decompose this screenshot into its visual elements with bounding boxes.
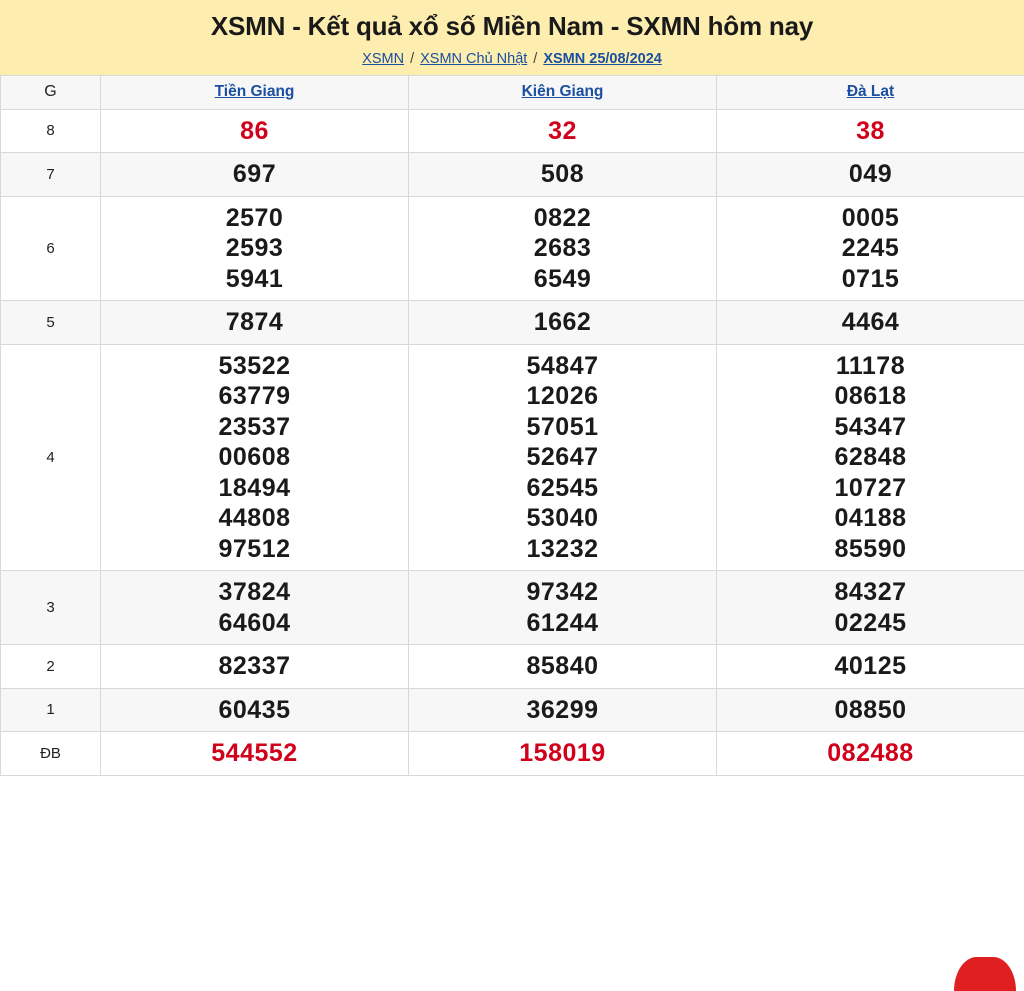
result-number: 61244 (526, 608, 599, 637)
result-cell (717, 153, 1024, 197)
chat-bubble-icon[interactable] (954, 957, 1016, 991)
result-cell (101, 645, 409, 689)
result-number: 37824 (218, 578, 291, 606)
lottery-results-table (0, 75, 1024, 776)
result-number: 11178 (835, 351, 906, 380)
result-number: 544552 (211, 739, 298, 767)
result-cell (101, 109, 409, 153)
result-number: 10727 (834, 473, 907, 502)
result-number: 049 (848, 160, 893, 188)
result-number: 2593 (225, 234, 284, 262)
prize-label: 2 (1, 645, 101, 689)
table-body (1, 109, 1024, 775)
result-cell (717, 645, 1024, 689)
result-number: 00608 (218, 443, 291, 471)
result-cell (409, 109, 717, 153)
result-cell (717, 732, 1024, 776)
table-row (1, 688, 1024, 732)
breadcrumb-separator-1: / (410, 50, 415, 67)
result-cell (101, 196, 409, 301)
result-cell (101, 344, 409, 571)
result-number: 5941 (225, 264, 284, 293)
result-number: 62848 (834, 443, 907, 471)
result-cell (717, 571, 1024, 645)
result-number: 82337 (218, 652, 291, 680)
prize-label: 8 (1, 109, 101, 153)
result-cell (409, 153, 717, 197)
result-number: 62545 (526, 473, 599, 502)
result-cell (717, 344, 1024, 571)
column-header-province-1 (101, 75, 409, 109)
result-cell (101, 301, 409, 345)
table-row (1, 732, 1024, 776)
result-number: 57051 (526, 412, 599, 441)
result-number: 0715 (841, 264, 900, 293)
result-number: 12026 (526, 382, 599, 410)
result-number: 97512 (218, 534, 291, 563)
breadcrumb-item-current-date[interactable]: XSMN 25/08/2024 (543, 50, 662, 67)
result-number: 54847 (526, 351, 599, 380)
table-row (1, 109, 1024, 153)
result-number: 97342 (526, 578, 599, 606)
result-number: 4464 (841, 308, 900, 336)
result-number: 7874 (225, 308, 284, 336)
result-cell (101, 688, 409, 732)
prize-label: 5 (1, 301, 101, 345)
table-row (1, 301, 1024, 345)
breadcrumb-item-xsmn[interactable]: XSMN (362, 50, 405, 67)
result-number: 52647 (526, 443, 599, 471)
result-number: 53040 (526, 504, 599, 532)
result-number: 23537 (218, 412, 291, 441)
column-header-province-2 (409, 75, 717, 109)
result-number: 38 (856, 116, 885, 145)
result-number: 40125 (834, 652, 907, 680)
result-number: 0005 (841, 203, 900, 232)
province-link-tien-giang[interactable]: Tiền Giang (214, 83, 295, 100)
table-header-row (1, 75, 1024, 109)
table-row (1, 344, 1024, 571)
result-number: 18494 (218, 473, 291, 502)
result-cell (409, 196, 717, 301)
result-number: 1662 (533, 308, 592, 336)
result-number: 2570 (225, 203, 284, 232)
result-cell (409, 732, 717, 776)
result-number: 63779 (218, 382, 291, 410)
result-number: 08618 (834, 382, 907, 410)
breadcrumb (0, 51, 1024, 67)
table-row (1, 196, 1024, 301)
result-cell (101, 153, 409, 197)
result-number: 86 (240, 116, 269, 145)
prize-label: 4 (1, 344, 101, 571)
result-number: 2245 (841, 234, 900, 262)
result-number: 84327 (834, 578, 907, 606)
result-number: 32 (548, 116, 577, 145)
result-number: 54347 (834, 412, 907, 441)
province-link-da-lat[interactable]: Đà Lạt (846, 83, 895, 100)
result-number: 2683 (533, 234, 592, 262)
result-cell (717, 301, 1024, 345)
result-cell (409, 571, 717, 645)
table-row (1, 645, 1024, 689)
result-cell (717, 196, 1024, 301)
result-cell (409, 301, 717, 345)
table-row (1, 153, 1024, 197)
table-row (1, 571, 1024, 645)
breadcrumb-separator-2: / (533, 50, 538, 67)
result-number: 64604 (218, 608, 291, 637)
result-cell (101, 732, 409, 776)
result-cell (101, 571, 409, 645)
result-number: 44808 (218, 504, 291, 532)
result-number: 0822 (533, 203, 592, 232)
prize-label: 3 (1, 571, 101, 645)
result-number: 04188 (834, 504, 907, 532)
breadcrumb-item-xsmn-chu-nhat[interactable]: XSMN Chủ Nhật (420, 50, 528, 67)
result-number: 85840 (526, 652, 599, 680)
province-link-kien-giang[interactable]: Kiên Giang (521, 83, 604, 100)
result-number: 85590 (834, 534, 907, 563)
prize-label: ĐB (1, 732, 101, 776)
result-number: 53522 (218, 351, 291, 380)
result-number: 697 (232, 160, 277, 188)
prize-label: 1 (1, 688, 101, 732)
result-cell (409, 688, 717, 732)
result-cell (409, 344, 717, 571)
result-cell (409, 645, 717, 689)
column-header-province-3 (717, 75, 1024, 109)
result-number: 36299 (526, 695, 599, 724)
result-number: 08850 (834, 695, 907, 724)
result-cell (717, 688, 1024, 732)
result-number: 13232 (526, 534, 599, 563)
result-number: 158019 (519, 739, 606, 767)
result-number: 082488 (827, 739, 914, 767)
prize-label: 6 (1, 196, 101, 301)
result-number: 508 (540, 160, 585, 188)
result-number: 60435 (218, 695, 291, 724)
result-cell (717, 109, 1024, 153)
prize-label: 7 (1, 153, 101, 197)
result-number: 6549 (533, 264, 592, 293)
page-header (0, 0, 1024, 75)
page-title: XSMN - Kết quả xổ số Miền Nam - SXMN hôm nay (210, 11, 814, 41)
result-number: 02245 (834, 608, 907, 637)
column-header-prize: G (1, 75, 101, 109)
